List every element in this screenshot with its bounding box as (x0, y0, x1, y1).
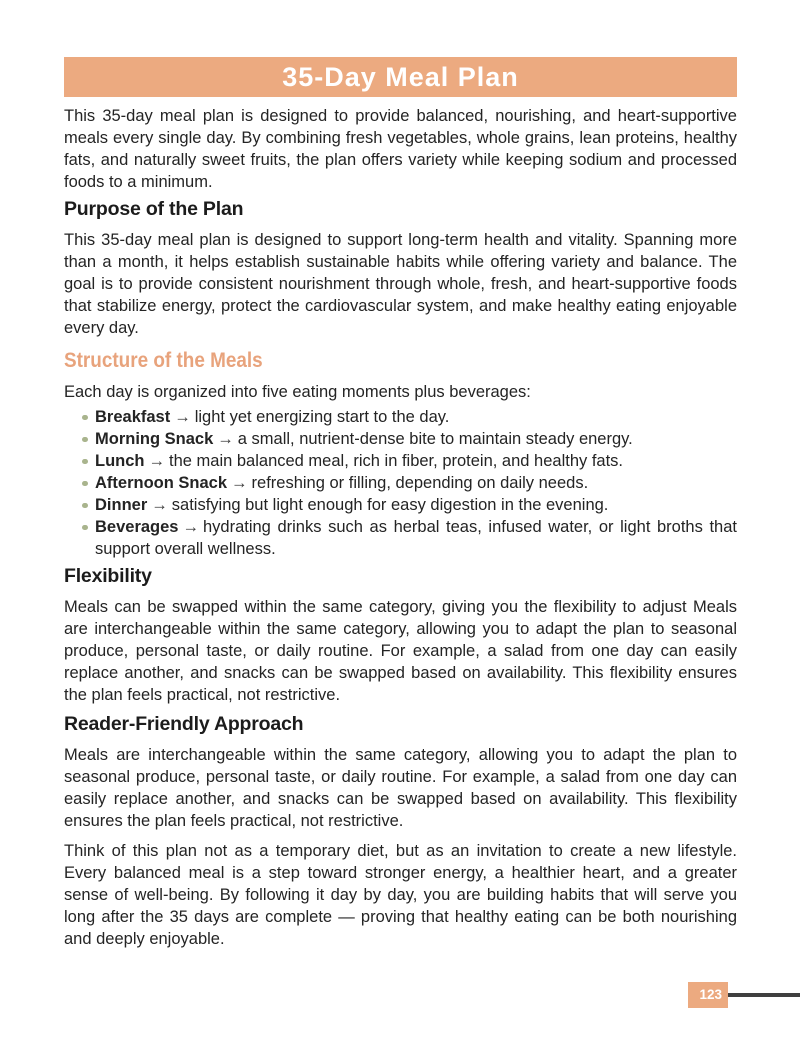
meal-term: Beverages (95, 518, 179, 536)
intro-paragraph: This 35-day meal plan is designed to provide balanced, nourishing, and heart-supportive meals every single day. By combining fresh vegetables, whole grains, lean proteins, healthy fats, and naturally sweet fruits, the plan offers variety while keeping sodium and processed foods to a minimum. (64, 107, 737, 191)
page-title: 35-Day Meal Plan (282, 62, 519, 92)
meal-desc: refreshing or filling, depending on daily needs. (251, 474, 589, 492)
arrow-glyph: → (174, 408, 191, 426)
meal-desc: the main balanced meal, rich in fiber, protein, and healthy fats. (169, 452, 624, 470)
page-number-badge: 123 (688, 982, 728, 1008)
meal-desc: light yet energizing start to the day. (194, 408, 450, 426)
meal-desc: a small, nutrient-dense bite to maintain steady energy. (237, 430, 633, 448)
page-content (64, 0, 737, 950)
meal-term: Dinner (95, 496, 148, 514)
meal-term: Breakfast (95, 408, 171, 426)
list-item-lunch (82, 450, 737, 472)
meal-term: Morning Snack (95, 430, 214, 448)
meal-term: Afternoon Snack (95, 474, 228, 492)
reader-paragraph-2: Think of this plan not as a temporary diet, but as an invitation to create a new lifestyle. Every balanced meal is a step toward stronger energy, a healthier heart, and a greater sense of well-being. By following it day by day, you are building habits that will serve you long after the 35 days are complete — proving that healthy eating can be both nourishing and deeply enjoyable. (64, 842, 737, 948)
arrow-glyph: → (217, 430, 234, 448)
meal-desc: satisfying but light enough for easy digestion in the evening. (171, 496, 609, 514)
list-item-afternoon-snack (82, 472, 737, 494)
meal-desc: hydrating drinks such as herbal teas, infused water, or light broths that support overall wellness. (95, 518, 737, 558)
list-item-beverages (82, 516, 737, 560)
section-heading-structure-text: Structure of the Meals (64, 348, 263, 372)
arrow-glyph: → (231, 474, 248, 492)
structure-intro: Each day is organized into five eating moments plus beverages: (64, 383, 531, 401)
section-heading-structure (64, 347, 737, 373)
arrow-glyph: → (182, 518, 199, 536)
meal-term: Lunch (95, 452, 145, 470)
list-item-morning-snack (82, 428, 737, 450)
list-item-breakfast (82, 406, 737, 428)
footer-rule (728, 993, 800, 997)
meal-moments-list (64, 406, 737, 560)
title-banner (64, 57, 737, 97)
list-item-dinner (82, 494, 737, 516)
flexibility-paragraph: Meals can be swapped within the same category, giving you the flexibility to adjust Meals are interchangeable within the same category, allowing you to adapt the plan to seasonal produce, personal taste, or daily routine. For example, a salad from one day can easily replace another, and snacks can be swapped based on availability. This flexibility ensures the plan feels practical, not restrictive. (64, 598, 737, 704)
section-heading-purpose: Purpose of the Plan (64, 198, 244, 220)
section-heading-reader: Reader-Friendly Approach (64, 713, 304, 735)
purpose-paragraph: This 35-day meal plan is designed to support long-term health and vitality. Spanning more than a month, it helps establish sustainable habits while offering variety and balance. The goal is to provide consistent nourishment through whole, fresh, and heart-supportive foods that stabilize energy, protect the cardiovascular system, and make healthy eating enjoyable every day. (64, 231, 737, 337)
arrow-glyph: → (151, 496, 168, 514)
reader-paragraph-1: Meals are interchangeable within the same category, allowing you to adapt the plan to seasonal produce, personal taste, or daily routine. For example, a salad from one day can easily replace another, and snacks can be swapped based on availability. This flexibility ensures the plan feels practical, not restrictive. (64, 746, 737, 830)
section-heading-flexibility: Flexibility (64, 565, 152, 587)
page-footer (688, 982, 800, 1008)
arrow-glyph: → (148, 452, 165, 470)
